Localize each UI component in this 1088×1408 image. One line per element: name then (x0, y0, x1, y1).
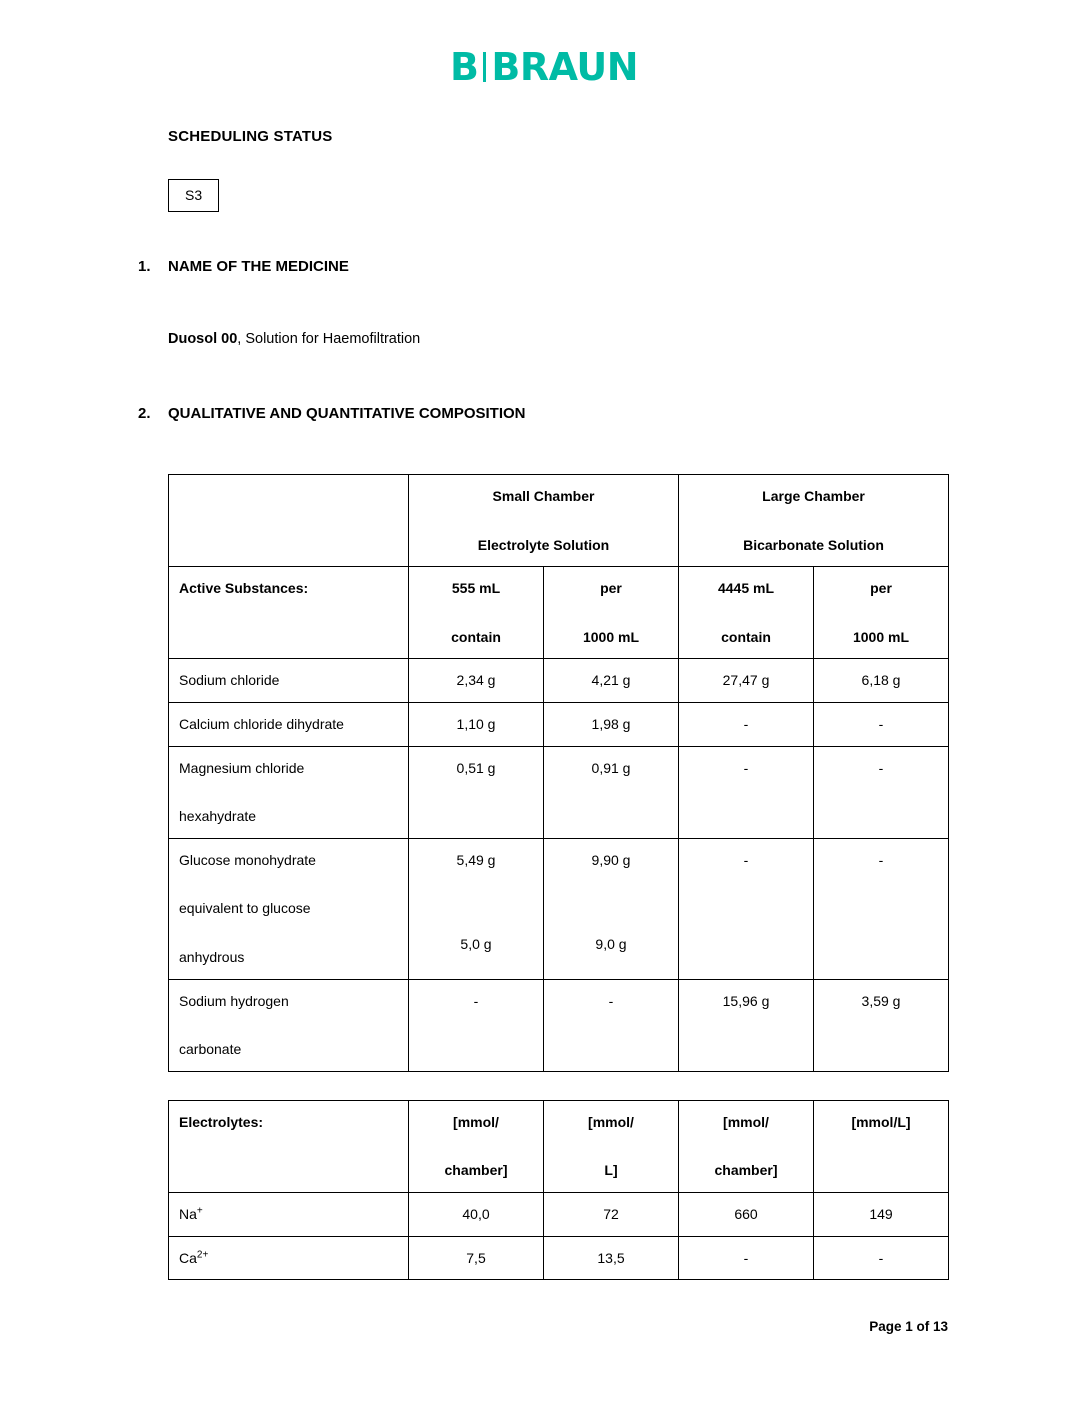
subheader-col1 (409, 567, 544, 659)
subheader-col4 (814, 567, 949, 659)
electrolytes-header-col4-line1: [mmol/L] (851, 1113, 911, 1130)
row-label-line2: carbonate (179, 1041, 242, 1058)
brand-logo-text (449, 45, 639, 89)
subheader-col3 (679, 567, 814, 659)
row-label (169, 659, 409, 703)
section-2-title: QUALITATIVE AND QUANTITATIVE COMPOSITION (168, 405, 526, 422)
row-cell-c4: 6,18 g (814, 659, 949, 703)
electrolytes-header-row (169, 1100, 949, 1192)
row-cell-c2: 13,5 (544, 1236, 679, 1280)
row-cell-c4: - (814, 702, 949, 746)
subheader-col4-line1: per (870, 580, 892, 597)
section-1-number: 1. (138, 258, 151, 275)
row-cell-c3: - (679, 702, 814, 746)
electrolytes-header-col2-line1: [mmol/ (588, 1113, 634, 1130)
subheader-col1-line2: contain (451, 628, 501, 645)
header-small-chamber-line2: Electrolyte Solution (477, 536, 610, 553)
row-cell-c2 (544, 838, 679, 979)
row-label-line2: equivalent to glucose (179, 900, 311, 917)
row-cell-c1-line1: 5,49 g (456, 851, 496, 868)
row-cell-c1: - (409, 979, 544, 1071)
row-cell-c4: 3,59 g (814, 979, 949, 1071)
electrolytes-header-col1 (409, 1100, 544, 1192)
subheader-col2-line2: 1000 mL (582, 628, 640, 645)
header-large-chamber-line2: Bicarbonate Solution (743, 536, 884, 553)
row-cell-c1: 1,10 g (409, 702, 544, 746)
brand-logo-right: BRAUN (491, 45, 639, 89)
row-cell-c3: 27,47 g (679, 659, 814, 703)
section-1-title: NAME OF THE MEDICINE (168, 258, 349, 275)
table-header-row (169, 475, 949, 567)
row-cell-c2-line1: 9,90 g (591, 851, 631, 868)
header-large-chamber (679, 475, 949, 567)
row-label (169, 746, 409, 838)
row-label-line1: Glucose monohydrate (179, 851, 316, 868)
table-row (169, 979, 949, 1071)
row-label-line1: Sodium hydrogen (179, 992, 289, 1009)
table-row (169, 702, 949, 746)
electrolytes-header-col3-line1: [mmol/ (723, 1113, 769, 1130)
electrolytes-header-col1-line1: [mmol/ (453, 1113, 499, 1130)
row-cell-c2: 4,21 g (544, 659, 679, 703)
electrolytes-header-col2-line2: L] (604, 1162, 618, 1179)
brand-logo-divider (483, 52, 486, 82)
row-cell-c3: 15,96 g (679, 979, 814, 1071)
row-label (169, 838, 409, 979)
row-label-line1: Magnesium chloride (179, 759, 305, 776)
row-cell-c2-line2: 9,0 g (595, 936, 627, 953)
row-cell-c1: 0,51 g (409, 746, 544, 838)
row-cell-c3: - (679, 1236, 814, 1280)
scheduling-status-badge: S3 (168, 179, 219, 212)
subheader-col2-line1: per (600, 580, 622, 597)
subheader-col4-line2: 1000 mL (852, 628, 910, 645)
row-label-ion: Ca (179, 1249, 197, 1266)
electrolytes-header-col3 (679, 1100, 814, 1192)
row-cell-c3: 660 (679, 1192, 814, 1236)
section-1-heading (138, 258, 948, 275)
table-row (169, 1236, 949, 1280)
row-label (169, 1236, 409, 1280)
subheader-col2 (544, 567, 679, 659)
electrolytes-header-col1-line2: chamber] (444, 1162, 508, 1179)
electrolytes-header-label (169, 1100, 409, 1192)
row-label-line3: anhydrous (179, 948, 245, 965)
subheader-col1-line1: 555 mL (451, 580, 501, 597)
header-large-chamber-line1: Large Chamber (762, 488, 865, 504)
row-cell-c2: 0,91 g (544, 746, 679, 838)
subheader-active-substances (169, 567, 409, 659)
row-cell-c2: 1,98 g (544, 702, 679, 746)
row-label (169, 702, 409, 746)
row-cell-c1: 2,34 g (409, 659, 544, 703)
row-label-charge: 2+ (196, 1248, 209, 1260)
header-small-chamber-line1: Small Chamber (492, 488, 595, 504)
subheader-active-substances-label: Active Substances: (179, 580, 309, 597)
subheader-col3-line2: contain (721, 628, 771, 645)
document-content (138, 128, 948, 1280)
row-label-charge: + (196, 1205, 203, 1217)
row-cell-c4: - (814, 1236, 949, 1280)
medicine-name-line (168, 331, 948, 347)
row-cell-c2: 72 (544, 1192, 679, 1236)
table-row (169, 1192, 949, 1236)
electrolytes-header-col4 (814, 1100, 949, 1192)
medicine-name: Duosol 00 (168, 331, 238, 347)
table-subheader-row (169, 567, 949, 659)
row-cell-c1 (409, 838, 544, 979)
row-cell-c1: 7,5 (409, 1236, 544, 1280)
section-2-heading (138, 405, 948, 422)
header-blank-cell (169, 475, 409, 567)
section-2-number: 2. (138, 405, 151, 422)
scheduling-status-heading: SCHEDULING STATUS (168, 128, 333, 145)
page-footer: Page 1 of 13 (869, 1319, 948, 1334)
row-label (169, 979, 409, 1071)
row-cell-c4: - (814, 838, 949, 979)
row-cell-c4: 149 (814, 1192, 949, 1236)
row-label-line1: Calcium chloride dihydrate (179, 715, 344, 732)
row-cell-c1: 40,0 (409, 1192, 544, 1236)
table-row (169, 746, 949, 838)
row-label-line2: hexahydrate (179, 808, 257, 825)
row-label (169, 1192, 409, 1236)
table-row (169, 659, 949, 703)
row-cell-c3: - (679, 746, 814, 838)
row-label-line1: Sodium chloride (179, 672, 280, 689)
row-cell-c2: - (544, 979, 679, 1071)
subheader-col3-line1: 4445 mL (717, 580, 775, 597)
brand-logo (0, 0, 1088, 89)
medicine-description: , Solution for Haemofiltration (237, 331, 421, 347)
electrolytes-header-col3-line2: chamber] (714, 1162, 778, 1179)
electrolytes-table (168, 1100, 949, 1280)
electrolytes-header-label-text: Electrolytes: (179, 1113, 264, 1130)
row-cell-c3: - (679, 838, 814, 979)
row-cell-c4: - (814, 746, 949, 838)
table-row (169, 838, 949, 979)
row-cell-c1-line2: 5,0 g (460, 936, 492, 953)
brand-logo-left: B (449, 45, 479, 89)
composition-table (168, 474, 949, 1072)
header-small-chamber (409, 475, 679, 567)
row-label-ion: Na (179, 1205, 197, 1222)
electrolytes-header-col2 (544, 1100, 679, 1192)
